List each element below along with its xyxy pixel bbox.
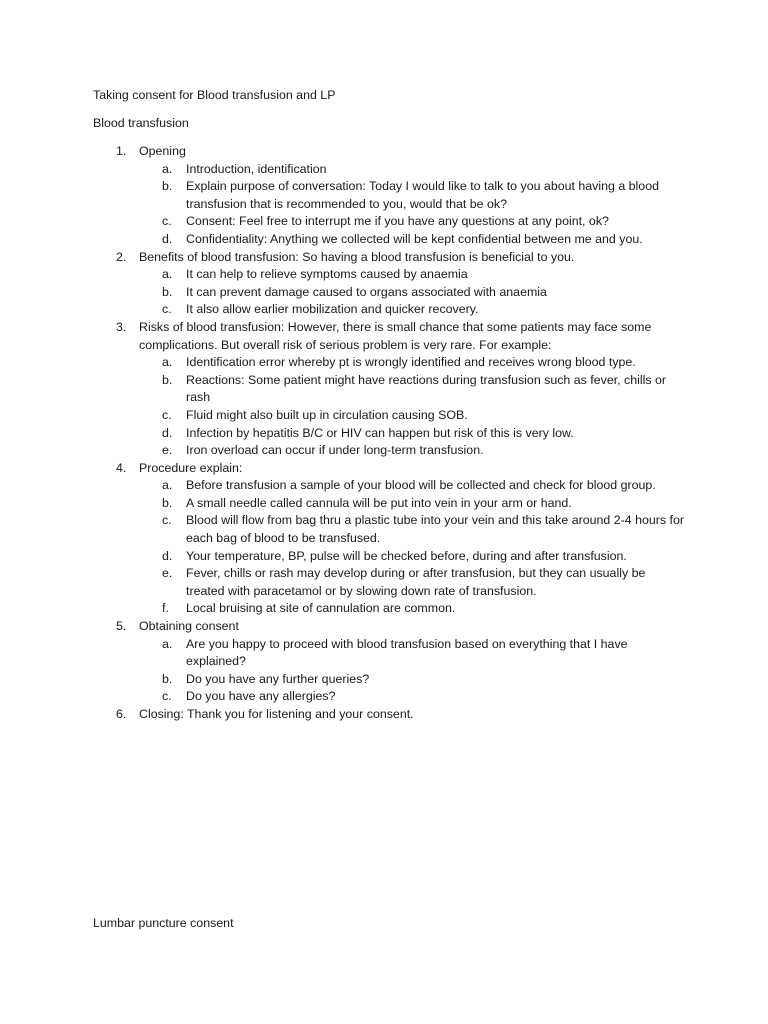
sub-list-item-letter: e.: [162, 566, 173, 581]
list-item: [93, 618, 693, 706]
sub-list-item-text: Do you have any allergies?: [186, 689, 336, 704]
sub-list-item: [139, 477, 693, 495]
sub-list-item-letter: b.: [162, 372, 173, 387]
sub-list-item: [139, 565, 693, 600]
list-item-number: 6.: [116, 707, 127, 721]
sub-list-item-text: It can help to relieve symptoms caused by anaemia: [186, 267, 468, 282]
list-item-number: 2.: [116, 249, 127, 264]
sub-list-item-text: Introduction, identification: [186, 161, 327, 176]
sub-list: [139, 636, 693, 706]
sub-list-item-letter: a.: [162, 355, 173, 370]
sub-list-item: [139, 512, 693, 547]
sub-list-item: [139, 266, 693, 284]
sub-list-item: [139, 301, 693, 319]
sub-list-item: [139, 213, 693, 231]
sub-list-item-letter: b.: [162, 284, 173, 299]
sub-list-item-text: It can prevent damage caused to organs associated with anaemia: [186, 284, 547, 299]
sub-list-item-letter: b.: [162, 179, 173, 194]
sub-list: [139, 266, 693, 319]
sub-list-item-text: It also allow earlier mobilization and quicker recovery.: [186, 302, 479, 317]
list-item-text: Closing: Thank you for listening and your consent.: [139, 707, 414, 721]
list-item: [93, 460, 693, 618]
sub-list-item-text: Explain purpose of conversation: Today I would like to talk to you about having a blood transfusion that is recommended to you, would that be ok?: [186, 179, 659, 211]
sub-list-item-letter: c.: [162, 513, 172, 528]
list-item: [93, 143, 693, 249]
sub-list-item: [139, 372, 693, 407]
sub-list: [139, 477, 693, 618]
list-item-text: Procedure explain:: [139, 460, 243, 475]
sub-list: [139, 354, 693, 460]
sub-list-item: [139, 688, 693, 706]
list-item-number: 1.: [116, 144, 127, 158]
section-heading: Blood transfusion: [93, 116, 189, 130]
sub-list-item-letter: b.: [162, 495, 173, 510]
numbered-list: [93, 143, 693, 724]
sub-list-item-text: Reactions: Some patient might have reactions during transfusion such as fever, chills or rash: [186, 372, 667, 405]
sub-list-item: [139, 600, 693, 618]
sub-list-item-text: Identification error whereby pt is wrongly identified and receives wrong blood type.: [186, 355, 636, 370]
sub-list-item: [139, 636, 693, 671]
list-item-text: Benefits of blood transfusion: So having a blood transfusion is beneficial to you.: [139, 249, 575, 264]
sub-list-item-letter: f.: [162, 601, 169, 616]
sub-list-item-text: Infection by hepatitis B/C or HIV can happen but risk of this is very low.: [186, 425, 574, 440]
list-item: [93, 249, 693, 319]
sub-list-item-letter: e.: [162, 443, 173, 458]
sub-list-item-text: Do you have any further queries?: [186, 671, 370, 686]
sub-list-item-letter: c.: [162, 302, 172, 317]
list-item-text: Opening: [139, 144, 186, 158]
sub-list-item: [139, 495, 693, 513]
sub-list-item-text: Iron overload can occur if under long-term transfusion.: [186, 443, 484, 458]
sub-list-item-letter: c.: [162, 689, 172, 704]
sub-list-item: [139, 178, 693, 213]
list-item-number: 3.: [116, 319, 127, 334]
list-item-text: Obtaining consent: [139, 619, 239, 634]
lumbar-puncture-heading: Lumbar puncture consent: [93, 916, 234, 930]
sub-list-item: [139, 284, 693, 302]
list-item-text: Risks of blood transfusion: However, there is small chance that some patients may face some complications. But overall risk of serious problem is very rare. For example:: [139, 319, 652, 352]
list-item-number: 5.: [116, 619, 127, 634]
sub-list-item-text: Your temperature, BP, pulse will be checked before, during and after transfusion.: [186, 548, 627, 563]
sub-list-item-text: Before transfusion a sample of your blood will be collected and check for blood group.: [186, 478, 656, 493]
sub-list-item-text: Are you happy to proceed with blood transfusion based on everything that I have explained?: [186, 636, 628, 669]
sub-list-item: [139, 548, 693, 566]
sub-list-item: [139, 354, 693, 372]
list-item-number: 4.: [116, 460, 127, 475]
sub-list-item: [139, 442, 693, 460]
sub-list-item-letter: a.: [162, 267, 173, 282]
sub-list-item-text: Blood will flow from bag thru a plastic tube into your vein and this take around 2-4 hours for each bag of blood to be transfused.: [186, 513, 684, 546]
sub-list-item-text: Fluid might also built up in circulation causing SOB.: [186, 407, 468, 422]
sub-list-item: [139, 231, 693, 249]
sub-list-item-text: Consent: Feel free to interrupt me if you have any questions at any point, ok?: [186, 214, 609, 229]
sub-list-item-letter: d.: [162, 425, 173, 440]
sub-list-item: [139, 425, 693, 443]
sub-list-item-text: Local bruising at site of cannulation are common.: [186, 601, 456, 616]
sub-list-item-letter: c.: [162, 214, 172, 229]
sub-list-item-letter: d.: [162, 548, 173, 563]
sub-list-item: [139, 407, 693, 425]
sub-list-item-letter: c.: [162, 407, 172, 422]
sub-list-item-letter: a.: [162, 636, 173, 651]
sub-list-item-letter: b.: [162, 671, 173, 686]
sub-list-item-text: A small needle called cannula will be put into vein in your arm or hand.: [186, 495, 572, 510]
sub-list-item: [139, 161, 693, 179]
sub-list-item: [139, 671, 693, 689]
sub-list-item-letter: d.: [162, 231, 173, 246]
list-item: [93, 706, 693, 724]
sub-list: [139, 161, 693, 249]
sub-list-item-letter: a.: [162, 478, 173, 493]
sub-list-item-text: Confidentiality: Anything we collected will be kept confidential between me and you.: [186, 231, 643, 246]
sub-list-item-letter: a.: [162, 161, 173, 176]
document-title: Taking consent for Blood transfusion and LP: [93, 88, 336, 102]
list-item: [93, 319, 693, 460]
sub-list-item-text: Fever, chills or rash may develop during or after transfusion, but they can usually be treated with paracetamol or by slowing down rate of transfusion.: [186, 566, 646, 598]
